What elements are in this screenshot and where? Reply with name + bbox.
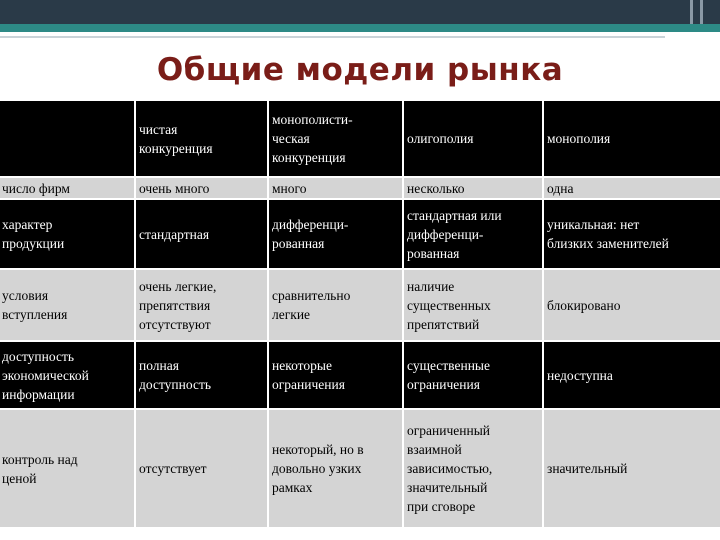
top-bar-divider [0, 36, 665, 38]
table-row [0, 341, 720, 409]
slide-top-bar [0, 0, 720, 34]
table-cell: отсутствует [135, 409, 268, 527]
row-label: характер продукции [0, 199, 135, 269]
table-header-row [0, 100, 720, 177]
table-cell: очень легкие, препятствия отсутствуют [135, 269, 268, 341]
table-row [0, 199, 720, 269]
column-header-pure-competition: чистая конкуренция [135, 100, 268, 177]
table-cell: полная доступность [135, 341, 268, 409]
market-models-table [0, 99, 720, 527]
table-cell: блокировано [543, 269, 720, 341]
table-cell: стандартная [135, 199, 268, 269]
table-cell: очень много [135, 177, 268, 199]
row-label: контроль над ценой [0, 409, 135, 527]
column-header-oligopoly: олигополия [403, 100, 543, 177]
row-label: доступность экономической информации [0, 341, 135, 409]
table-cell: некоторые ограничения [268, 341, 403, 409]
top-bar-stripe [700, 0, 703, 24]
table-row [0, 409, 720, 527]
table-cell: некоторый, но в довольно узких рамках [268, 409, 403, 527]
table-cell: одна [543, 177, 720, 199]
top-bar-dark-band [0, 0, 720, 24]
top-bar-teal-band [0, 24, 720, 32]
column-header-monopolistic-competition: монополисти- ческая конкуренция [268, 100, 403, 177]
table-cell: наличие существенных препятствий [403, 269, 543, 341]
row-label: условия вступления [0, 269, 135, 341]
table-cell: сравнительно легкие [268, 269, 403, 341]
top-bar-stripe [690, 0, 693, 24]
table-cell: несколько [403, 177, 543, 199]
table-cell: ограниченный взаимной зависимостью, значительный при сговоре [403, 409, 543, 527]
table-cell: значительный [543, 409, 720, 527]
table-cell: стандартная или дифференци- рованная [403, 199, 543, 269]
slide-title: Общие модели рынка [156, 52, 564, 88]
table-cell: дифференци- рованная [268, 199, 403, 269]
column-header-monopoly: монополия [543, 100, 720, 177]
table-cell: уникальная: нет близких заменителей [543, 199, 720, 269]
table-row [0, 269, 720, 341]
table-cell: недоступна [543, 341, 720, 409]
row-label: число фирм [0, 177, 135, 199]
table-row [0, 177, 720, 199]
table-corner-cell [0, 100, 135, 177]
table-cell: много [268, 177, 403, 199]
table-cell: существенные ограничения [403, 341, 543, 409]
